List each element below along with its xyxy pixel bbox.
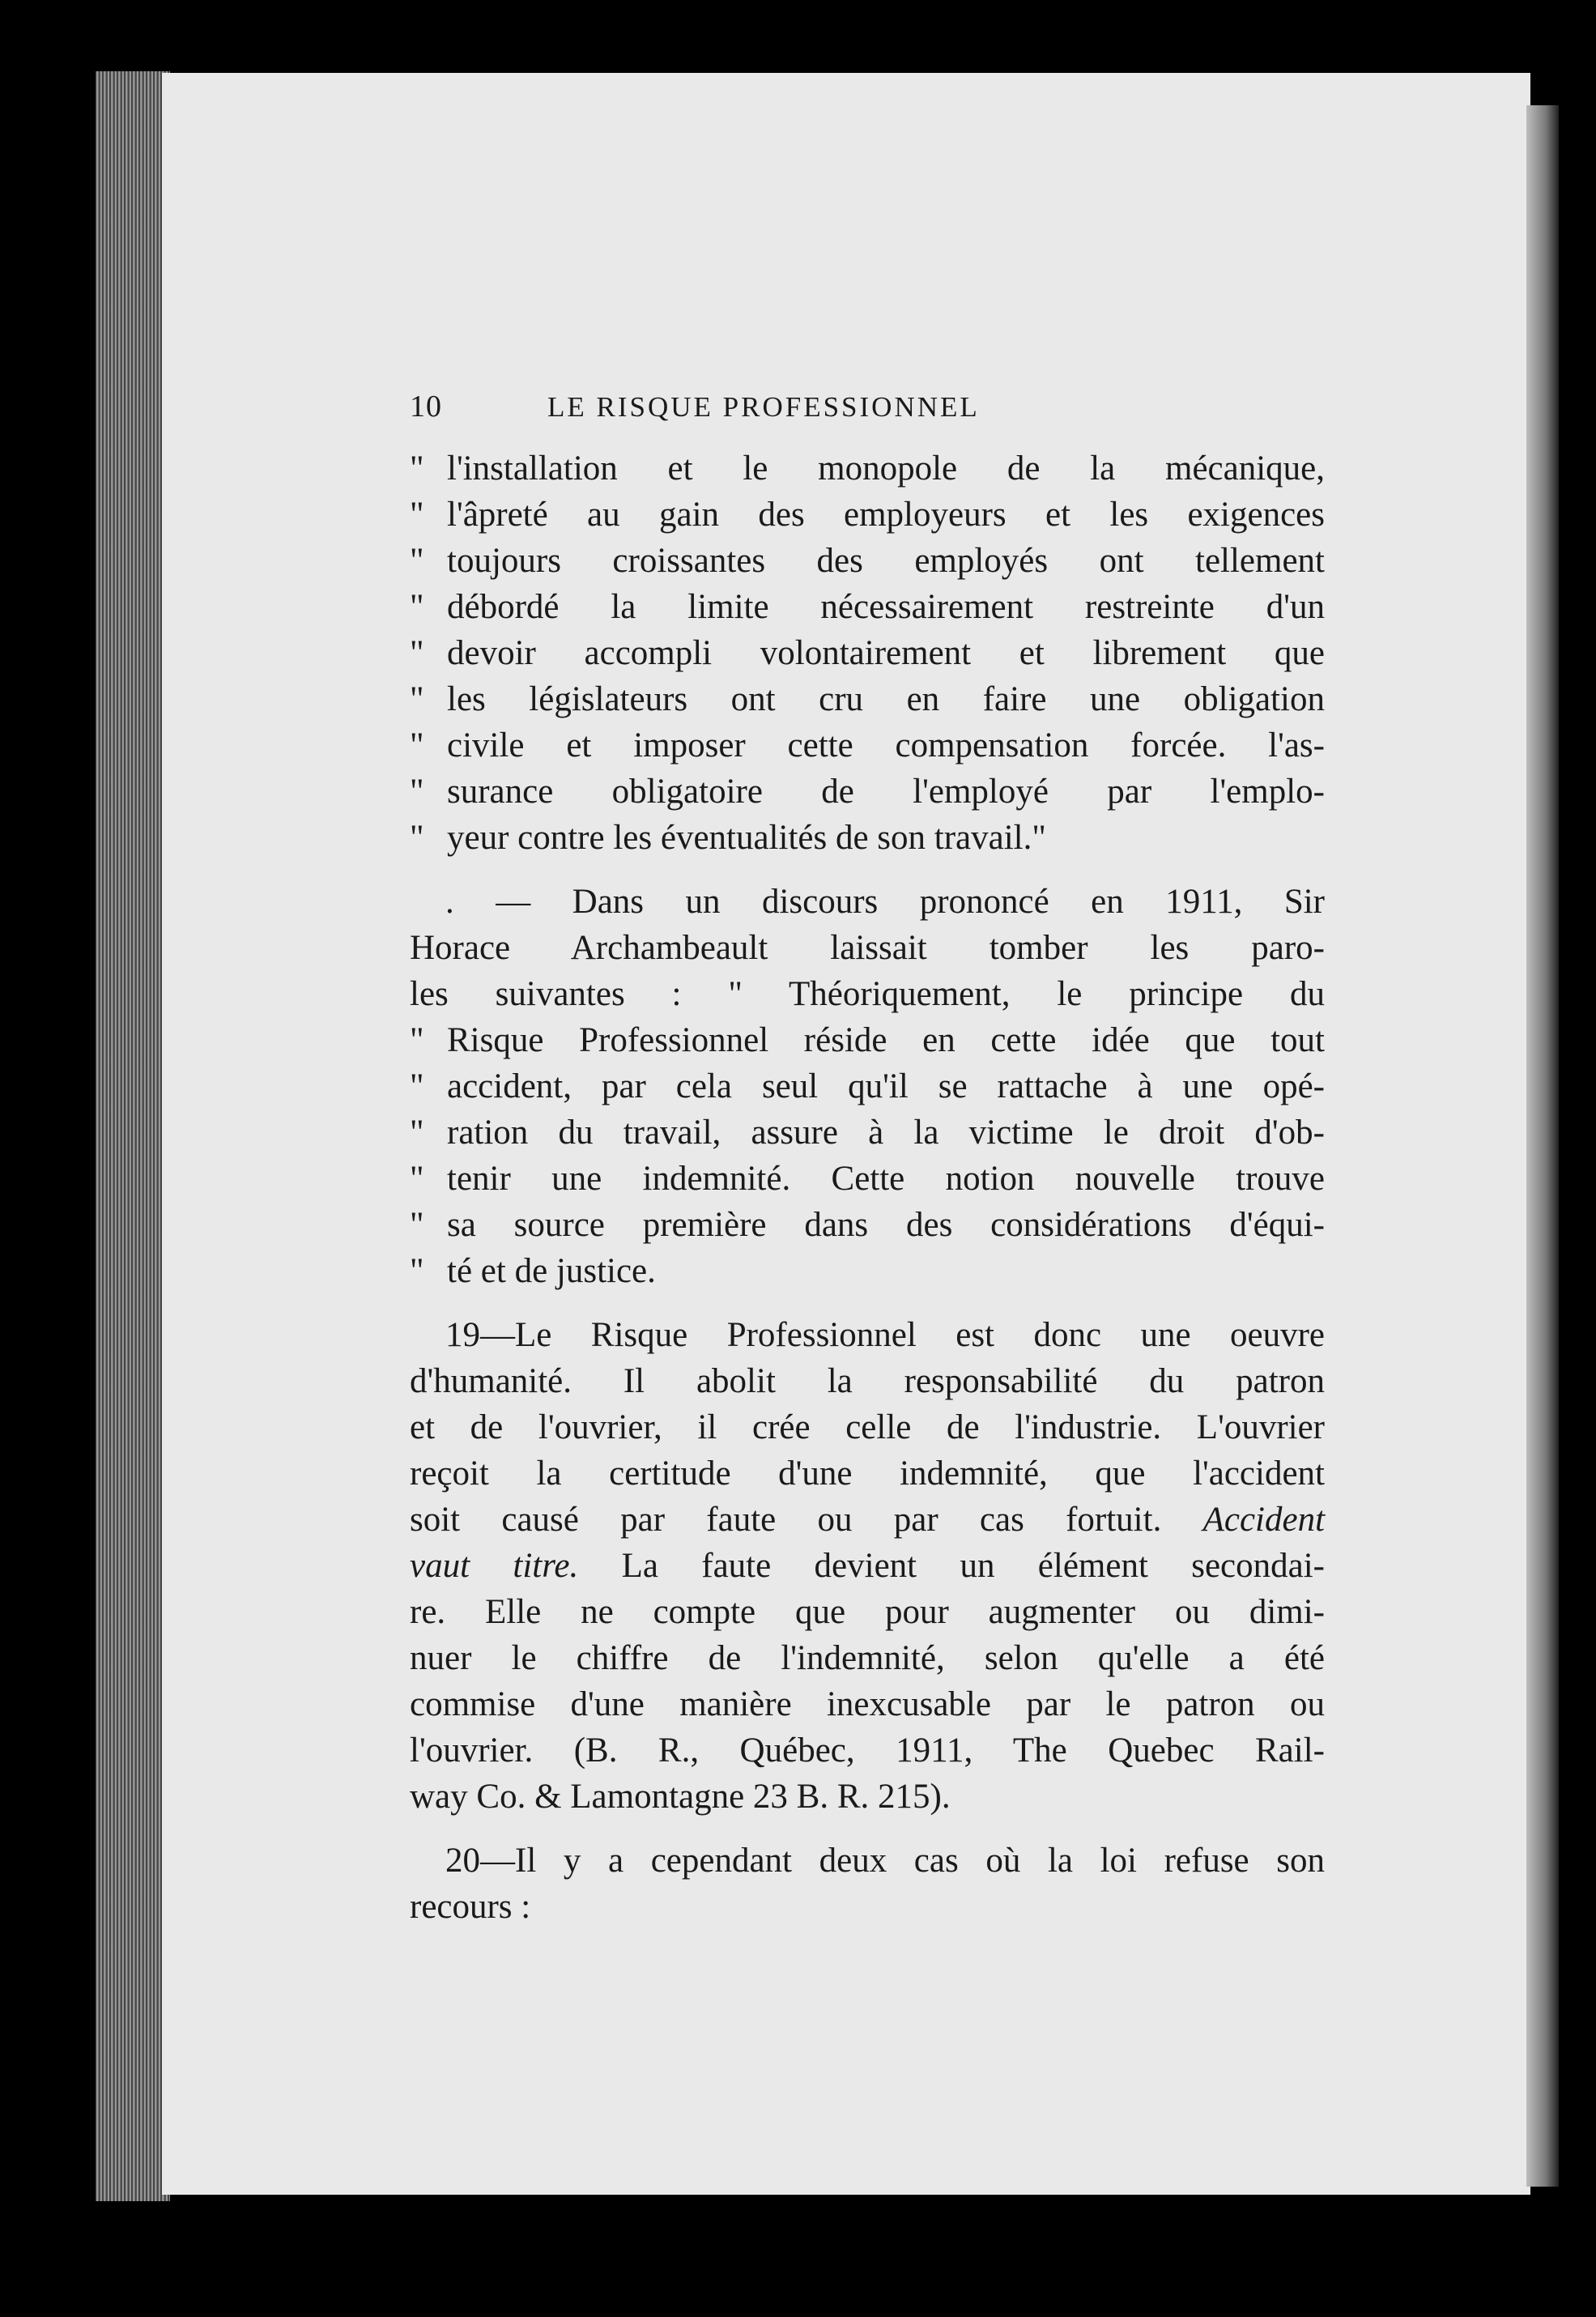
quote-block-1 — [410, 445, 1325, 861]
quote-line — [410, 676, 1325, 722]
text-line: reçoit la certitude d'une indemnité, que l'accident — [410, 1455, 1325, 1493]
quote-line — [410, 445, 1325, 492]
text-line — [410, 879, 1325, 925]
quote-text: tenir une indemnité. Cette notion nouvelle trouve — [447, 1160, 1325, 1198]
text-line: recours : — [410, 1888, 531, 1926]
quote-line — [410, 1156, 1325, 1202]
quote-text: sa source première dans des considérations d'équi- — [447, 1206, 1325, 1244]
quote-line — [410, 815, 1325, 861]
text-span: 19—Le Risque Professionnel est donc une oeuvre — [445, 1316, 1325, 1354]
paragraph-gap — [410, 1294, 1325, 1312]
text-span: soit causé par faute ou par cas fortuit. — [410, 1501, 1162, 1539]
quote-line — [410, 1110, 1325, 1156]
quote-line — [410, 1248, 1325, 1294]
italic-text: vaut titre. — [410, 1547, 579, 1585]
quote-mark: " — [410, 634, 424, 672]
page-text — [410, 389, 1325, 1930]
quote-line — [410, 1017, 1325, 1063]
quote-mark: " — [410, 680, 424, 718]
book-page-stack-left — [96, 71, 170, 2201]
quote-mark: " — [410, 773, 424, 811]
quote-mark: " — [410, 1160, 424, 1198]
quote-mark: " — [410, 1067, 424, 1105]
paragraph-19 — [410, 1312, 1325, 1820]
quote-text: les législateurs ont cru en faire une obligation — [447, 680, 1325, 718]
quote-mark: " — [410, 588, 424, 626]
quote-mark: " — [410, 1114, 424, 1152]
quote-line — [410, 1063, 1325, 1110]
text-line: et de l'ouvrier, il crée celle de l'industrie. L'ouvrier — [410, 1408, 1325, 1446]
quote-text: civile et imposer cette compensation forcée. l'as- — [447, 726, 1325, 765]
book-page-edge-right — [1526, 105, 1559, 2187]
text-line: l'ouvrier. (B. R., Québec, 1911, The Quebec Rail- — [410, 1731, 1325, 1770]
quote-text: l'installation et le monopole de la mécanique, — [447, 449, 1325, 488]
quote-text: Risque Professionnel réside en cette idée que tout — [447, 1021, 1325, 1059]
text-line: les suivantes : " Théoriquement, le principe du — [410, 975, 1325, 1013]
quote-mark: " — [410, 542, 424, 580]
quote-line — [410, 630, 1325, 676]
running-head — [410, 389, 1325, 445]
text-span: 20—Il y a cependant deux cas où la loi refuse son — [445, 1842, 1325, 1880]
quote-line — [410, 492, 1325, 538]
quote-line — [410, 538, 1325, 584]
quote-mark: " — [410, 449, 424, 488]
quote-mark: " — [410, 1021, 424, 1059]
paragraph-20 — [410, 1838, 1325, 1930]
quote-text: yeur contre les éventualités de son travail." — [447, 819, 1046, 857]
quote-text: l'âpreté au gain des employeurs et les exigences — [447, 496, 1325, 534]
quote-text: débordé la limite nécessairement restreinte d'un — [447, 588, 1325, 626]
quote-line — [410, 769, 1325, 815]
quote-text: accident, par cela seul qu'il se rattache à une opé- — [447, 1067, 1325, 1105]
quote-text: ration du travail, assure à la victime le droit d'ob- — [447, 1114, 1325, 1152]
quote-text: toujours croissantes des employés ont tellement — [447, 542, 1325, 580]
quote-line — [410, 722, 1325, 769]
quote-line — [410, 584, 1325, 630]
quote-mark: " — [410, 726, 424, 765]
paragraph-discours — [410, 879, 1325, 1294]
text-span: . — Dans un discours prononcé en 1911, Sir — [445, 883, 1325, 921]
quote-text: té et de justice. — [447, 1252, 656, 1290]
quote-text: surance obligatoire de l'employé par l'emplo- — [447, 773, 1325, 811]
text-line: commise d'une manière inexcusable par le patron ou — [410, 1685, 1325, 1723]
text-line: way Co. & Lamontagne 23 B. R. 215). — [410, 1778, 951, 1816]
text-line: d'humanité. Il abolit la responsabilité du patron — [410, 1362, 1325, 1400]
quote-mark: " — [410, 819, 424, 857]
text-span: La faute devient un élément secondai- — [621, 1547, 1325, 1585]
quote-mark: " — [410, 496, 424, 534]
text-line: re. Elle ne compte que pour augmenter ou dimi- — [410, 1593, 1325, 1631]
quote-text: devoir accompli volontairement et librement que — [447, 634, 1325, 672]
text-line — [410, 1838, 1325, 1884]
page-number: 10 — [410, 390, 442, 424]
running-title: LE RISQUE PROFESSIONNEL — [547, 391, 980, 423]
text-line: nuer le chiffre de l'indemnité, selon qu'elle a été — [410, 1639, 1325, 1677]
italic-text: Accident — [1202, 1501, 1326, 1539]
paragraph-gap — [410, 861, 1325, 879]
text-line — [410, 1497, 1325, 1543]
text-line: Horace Archambeault laissait tomber les paro- — [410, 929, 1325, 967]
quote-mark: " — [410, 1206, 424, 1244]
quote-line — [410, 1202, 1325, 1248]
text-line — [410, 1543, 1325, 1589]
quote-mark: " — [410, 1252, 424, 1290]
text-line — [410, 1312, 1325, 1358]
paragraph-gap — [410, 1820, 1325, 1838]
